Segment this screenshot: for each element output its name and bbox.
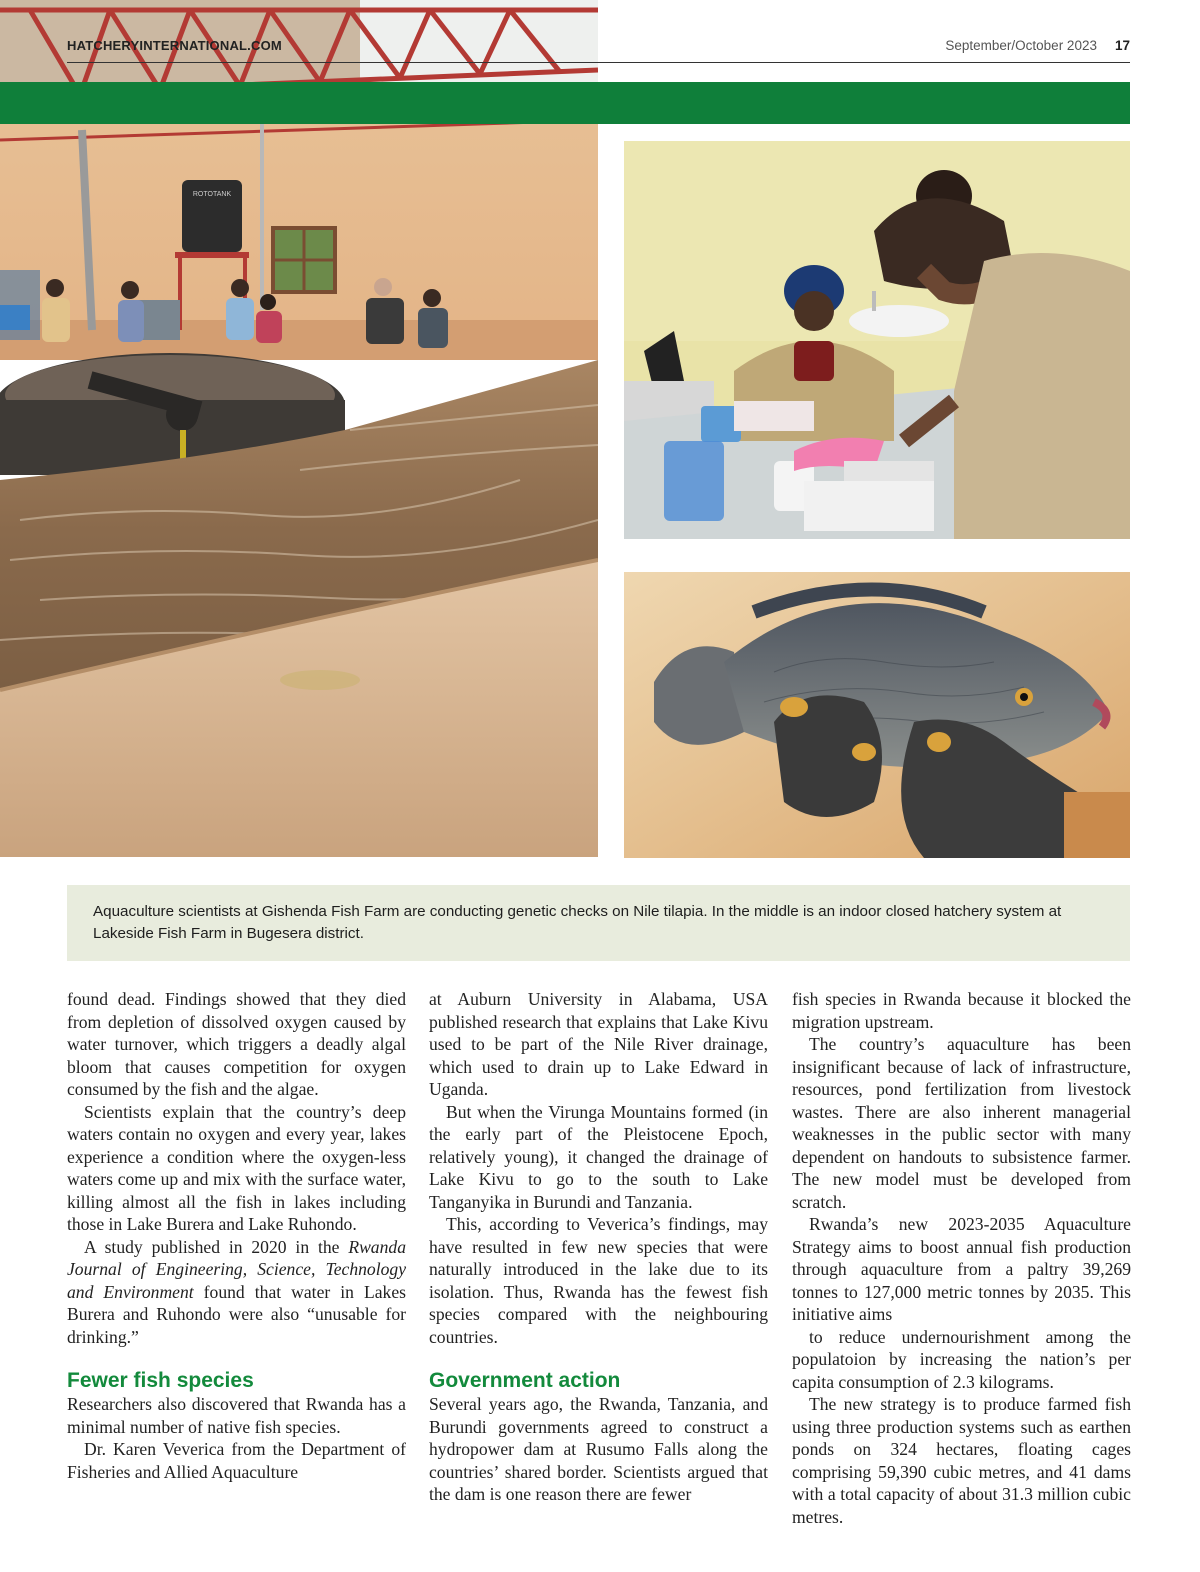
hatchery-photo — [0, 0, 598, 857]
paragraph: But when the Virunga Mountains formed (in the early part of the Pleistocene Epoch, relatively young), it changed the drainage of Lake Kivu to go to the south to Lake Tanganyika in Burundi and Tanzania. — [429, 1101, 768, 1212]
paragraph: Several years ago, the Rwanda, Tanzania, and Burundi governments agreed to construct a hydropower dam at Rusumo Falls along the countries’ shared border. Scientists argued that the dam is one reason there are fewer — [429, 1394, 768, 1504]
paragraph: The new strategy is to produce farmed fish using three production systems such as earthen ponds on 324 hectares, floating cages comprising 59,390 cubic metres, and 41 dams with a total capacity of about 31.3 million cubic metres. — [792, 1394, 1131, 1527]
photo-caption: Aquaculture scientists at Gishenda Fish Farm are conducting genetic checks on Nile tilapia. In the middle is an indoor closed hatchery system at Lakeside Fish Farm in Bugesera district. — [67, 885, 1130, 961]
text-run: A study published in 2020 in the — [84, 1236, 349, 1257]
tilapia-illustration — [624, 572, 1130, 858]
paragraph: to reduce undernourishment among the populatoion by increasing the nation’s per capita consumption of 2.3 kilograms. — [792, 1326, 1131, 1392]
text-run: found that water in Lakes Burera and Ruhondo were also “unusable for drinking.” — [67, 1281, 406, 1347]
tank-label: ROTOTANK — [192, 191, 232, 198]
section-heading: Fewer fish species — [67, 1369, 254, 1392]
lab-illustration — [624, 141, 1130, 539]
lab-photo — [624, 141, 1130, 539]
article-column-3 — [792, 988, 1131, 1528]
paragraph: found dead. Findings showed that they died from depletion of dissolved oxygen caused by water turnover, which triggers a deadly algal bloom that causes competition for oxygen consumed by the fish and the algae. — [67, 989, 406, 1099]
paragraph: at Auburn University in Alabama, USA published research that explains that Lake Kivu used to be part of the Nile River drainage, which used to drain up to Lake Edward in Uganda. — [429, 989, 768, 1099]
tilapia-photo — [624, 572, 1130, 858]
page-header — [67, 38, 1130, 63]
article-column-1 — [67, 988, 406, 1483]
journal-name: Rwanda Journal of Engineering, Science, Technology and Environment — [67, 1236, 406, 1302]
issue-date: September/October 2023 — [945, 38, 1097, 53]
site-name[interactable]: HATCHERYINTERNATIONAL.COM — [67, 38, 282, 53]
section-heading: Government action — [429, 1369, 621, 1392]
article-column-2 — [429, 988, 768, 1506]
paragraph: Rwanda’s new 2023-2035 Aquaculture Strategy aims to boost annual fish production through aquaculture from a paltry 39,269 tonnes to 127,000 metric tonnes by 2035. This initiative aims — [792, 1214, 1131, 1324]
green-accent-bar — [0, 82, 1130, 124]
issue-info — [945, 38, 1130, 53]
paragraph: fish species in Rwanda because it blocked the migration upstream. — [792, 989, 1131, 1032]
paragraph: Scientists explain that the country’s deep waters contain no oxygen and every year, lakes experience a condition where the oxygen-less waters come up and mix with the surface water, killing almost all the fish in lakes including those in Lake Burera and Lake Ruhondo. — [67, 1101, 406, 1234]
hatchery-illustration — [0, 0, 598, 857]
page-number: 17 — [1114, 38, 1130, 53]
paragraph: Researchers also discovered that Rwanda has a minimal number of native fish species. — [67, 1394, 406, 1437]
paragraph: The country’s aquaculture has been insignificant because of lack of infrastructure, resources, pond fertilization from livestock wastes. There are also inherent managerial weaknesses in the public sector with many dependent on handouts to subsistence farmer. The new model must be developed from scratch. — [792, 1034, 1131, 1212]
paragraph — [67, 1236, 406, 1349]
paragraph: This, according to Veverica’s findings, may have resulted in few new species that were naturally introduced in the lake due to its isolation. Thus, Rwanda has the fewest fish species compared with the neighbouring countries. — [429, 1214, 768, 1347]
paragraph: Dr. Karen Veverica from the Department of Fisheries and Allied Aquaculture — [67, 1439, 406, 1482]
